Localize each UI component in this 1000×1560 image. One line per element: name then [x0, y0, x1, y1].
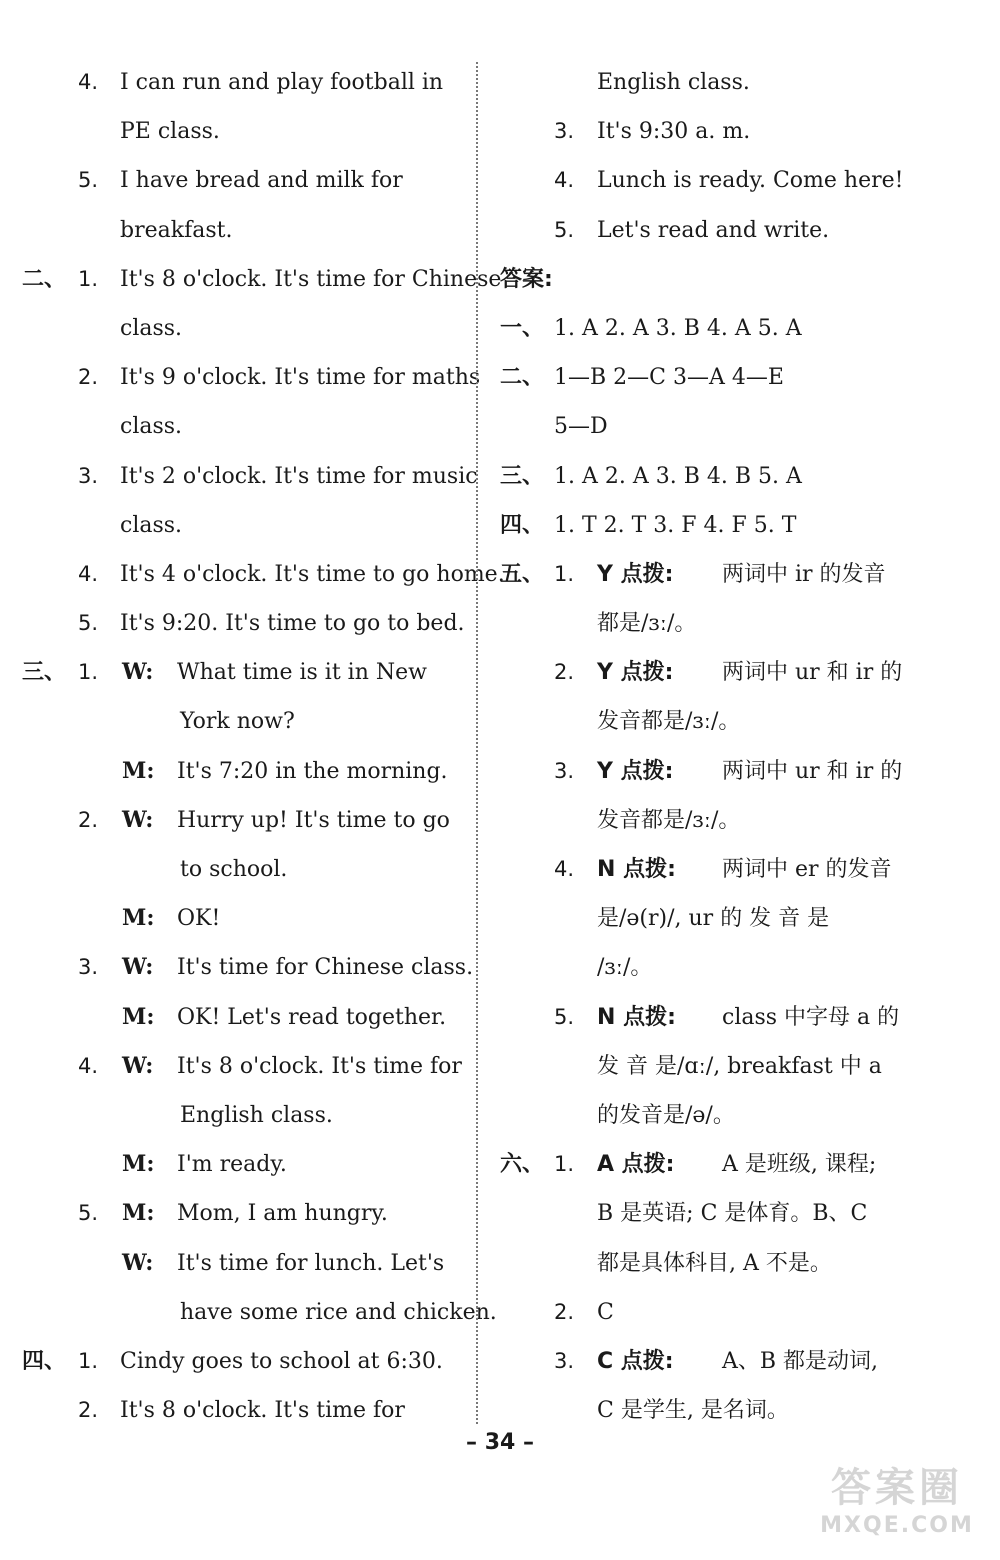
- line-text: class 中字母 a 的: [722, 1004, 900, 1030]
- left-line: [22, 58, 470, 107]
- right-line: [500, 697, 940, 746]
- line-text: It's 4 o'clock. It's time to go home.: [120, 561, 505, 587]
- right-line: [500, 1239, 940, 1288]
- item-number: 4.: [78, 70, 99, 94]
- item-number: 3.: [78, 955, 99, 980]
- item-number: 4.: [554, 857, 575, 881]
- right-line: [500, 1091, 940, 1140]
- left-line: [22, 1042, 470, 1091]
- left-line: [22, 550, 505, 599]
- line-text: 5—D: [554, 414, 608, 440]
- speaker-label: M:: [122, 1200, 155, 1227]
- left-line: [22, 993, 470, 1042]
- right-line: [500, 894, 940, 943]
- line-text: have some rice and chicken.: [180, 1299, 497, 1325]
- line-text: It's 9 o'clock. It's time for maths: [120, 365, 481, 391]
- left-line: [22, 845, 470, 894]
- section-marker: 四、: [500, 512, 545, 538]
- right-line: [500, 1042, 940, 1091]
- right-line: [500, 206, 940, 255]
- item-number: 2.: [78, 365, 99, 390]
- section-marker: 五、: [500, 561, 545, 587]
- line-text: 都是具体科目, A 不是。: [597, 1250, 832, 1276]
- section-marker: 答案:: [500, 266, 553, 292]
- watermark-url: MXQE.COM: [820, 1513, 974, 1538]
- left-line: [22, 255, 502, 304]
- item-number: 2.: [554, 660, 575, 685]
- left-column: [22, 58, 505, 1435]
- line-text: C: [597, 1299, 614, 1325]
- right-line: [500, 255, 940, 304]
- page-number: – 34 –: [466, 1430, 534, 1455]
- left-line: [22, 1140, 470, 1189]
- line-text: 都是/ɜː/。: [597, 611, 697, 637]
- right-line: [500, 156, 940, 205]
- left-line: [22, 304, 470, 353]
- item-number: 1.: [554, 1152, 575, 1177]
- right-line: [500, 747, 940, 796]
- line-text: OK!: [177, 906, 221, 932]
- line-text: I'm ready.: [177, 1152, 287, 1178]
- section-marker: 二、: [500, 365, 545, 391]
- right-column: [500, 58, 940, 1435]
- line-text: It's 2 o'clock. It's time for music: [120, 463, 478, 489]
- right-line: [500, 943, 940, 992]
- line-text: A、B 都是动词,: [722, 1348, 879, 1374]
- left-line: [22, 206, 470, 255]
- right-line: [500, 1140, 940, 1189]
- item-number: 3.: [554, 119, 575, 144]
- item-number: 1.: [554, 561, 575, 586]
- item-number: 5.: [554, 217, 575, 242]
- line-text: 发音都是/ɜː/。: [597, 709, 741, 735]
- item-number: 5.: [78, 611, 99, 636]
- speaker-label: W:: [122, 806, 154, 833]
- line-text: OK! Let's read together.: [177, 1004, 447, 1030]
- line-text: 两词中 ur 和 ir 的: [722, 758, 903, 784]
- item-number: 4.: [554, 168, 575, 193]
- left-line: [22, 1288, 497, 1337]
- speaker-label: M:: [122, 1003, 155, 1030]
- item-number: 5.: [78, 1201, 99, 1226]
- line-text: to school.: [180, 857, 288, 882]
- line-text: English class.: [180, 1102, 333, 1128]
- speaker-label: W:: [122, 1249, 154, 1276]
- left-line: [22, 747, 470, 796]
- right-line: [500, 107, 940, 156]
- answer-hint: A 点拨:: [597, 1152, 675, 1178]
- left-line: [22, 156, 470, 205]
- line-text: 发音都是/ɜː/。: [597, 807, 741, 833]
- item-number: 4.: [78, 1053, 99, 1078]
- left-line: [22, 452, 478, 501]
- item-number: 3.: [554, 758, 575, 783]
- line-text: It's 7:20 in the morning.: [177, 758, 448, 784]
- line-text: Hurry up! It's time to go: [177, 807, 450, 833]
- item-number: 1.: [78, 660, 99, 685]
- line-text: 发 音 是/ɑː/, breakfast 中 a: [597, 1053, 882, 1079]
- section-marker: 三、: [500, 463, 545, 489]
- right-line: [500, 1337, 940, 1386]
- line-text: York now?: [180, 709, 295, 735]
- right-line: [500, 501, 940, 550]
- right-line: [500, 1386, 940, 1435]
- left-line: [22, 1189, 470, 1238]
- left-line: [22, 501, 470, 550]
- left-line: [22, 943, 474, 992]
- line-text: /ɜː/。: [597, 955, 653, 981]
- right-line: [500, 1189, 940, 1238]
- answer-hint: C 点拨:: [597, 1348, 674, 1374]
- item-number: 2.: [78, 807, 99, 832]
- right-line: [500, 58, 940, 107]
- right-line: [500, 599, 940, 648]
- item-number: 4.: [78, 561, 99, 586]
- right-line: [500, 845, 940, 894]
- line-text: class.: [120, 414, 183, 440]
- item-number: 1.: [78, 1348, 99, 1373]
- right-line: [500, 402, 940, 451]
- speaker-label: M:: [122, 1151, 155, 1178]
- line-text: Let's read and write.: [597, 217, 830, 243]
- section-marker: 四、: [22, 1348, 67, 1374]
- left-line: [22, 1239, 470, 1288]
- left-line: [22, 648, 470, 697]
- line-text: 1. T 2. T 3. F 4. F 5. T: [554, 512, 797, 538]
- line-text: It's 8 o'clock. It's time for: [177, 1053, 462, 1079]
- left-line: [22, 1337, 470, 1386]
- line-text: class.: [120, 512, 183, 538]
- line-text: A 是班级, 课程;: [722, 1152, 877, 1178]
- line-text: B 是英语; C 是体育。B、C: [597, 1201, 868, 1227]
- line-text: It's 9:30 a. m.: [597, 119, 751, 145]
- right-line: [500, 550, 940, 599]
- line-text: class.: [120, 315, 183, 341]
- line-text: 1—B 2—C 3—A 4—E: [554, 365, 784, 391]
- item-number: 5.: [78, 168, 99, 193]
- right-line: [500, 353, 940, 402]
- answer-hint: N 点拨:: [597, 857, 676, 882]
- left-line: [22, 1386, 470, 1435]
- right-line: [500, 304, 940, 353]
- right-line: [500, 1288, 940, 1337]
- right-line: [500, 993, 940, 1042]
- line-text: Cindy goes to school at 6:30.: [120, 1348, 443, 1374]
- speaker-label: W:: [122, 659, 154, 686]
- answer-hint: Y 点拨:: [597, 758, 674, 784]
- left-line: [22, 1091, 470, 1140]
- left-line: [22, 107, 470, 156]
- line-text: I can run and play football in: [120, 70, 444, 95]
- line-text: Lunch is ready. Come here!: [597, 168, 904, 194]
- line-text: It's 8 o'clock. It's time for: [120, 1398, 405, 1424]
- column-divider: [476, 62, 478, 1424]
- left-line: [22, 402, 470, 451]
- line-text: 的发音是/ə/。: [597, 1102, 735, 1128]
- item-number: 5.: [554, 1004, 575, 1029]
- speaker-label: W:: [122, 954, 154, 981]
- watermark-logo: [812, 1456, 982, 1546]
- left-line: [22, 697, 470, 746]
- speaker-label: W:: [122, 1052, 154, 1079]
- line-text: It's time for Chinese class.: [177, 955, 474, 981]
- line-text: 是/ə(r)/, ur 的 发 音 是: [597, 906, 830, 932]
- left-line: [22, 894, 470, 943]
- item-number: 3.: [78, 463, 99, 488]
- line-text: 1. A 2. A 3. B 4. B 5. A: [554, 463, 802, 489]
- line-text: Mom, I am hungry.: [177, 1201, 388, 1227]
- section-marker: 一、: [500, 315, 545, 341]
- item-number: 1.: [78, 266, 99, 291]
- section-marker: 三、: [22, 660, 67, 686]
- line-text: It's time for lunch. Let's: [177, 1250, 445, 1276]
- item-number: 2.: [554, 1299, 575, 1324]
- line-text: It's 8 o'clock. It's time for Chinese: [120, 266, 502, 292]
- line-text: I have bread and milk for: [120, 168, 403, 194]
- line-text: 两词中 ir 的发音: [722, 561, 886, 587]
- item-number: 3.: [554, 1348, 575, 1373]
- right-line: [500, 452, 940, 501]
- line-text: English class.: [597, 70, 750, 95]
- section-marker: 六、: [500, 1152, 545, 1178]
- answer-hint: Y 点拨:: [597, 660, 674, 686]
- section-marker: 二、: [22, 266, 67, 292]
- answer-hint: N 点拨:: [597, 1004, 676, 1030]
- line-text: PE class.: [120, 119, 220, 145]
- line-text: breakfast.: [120, 217, 233, 243]
- left-line: [22, 353, 481, 402]
- right-line: [500, 648, 940, 697]
- right-line: [500, 796, 940, 845]
- item-number: 2.: [78, 1398, 99, 1423]
- line-text: It's 9:20. It's time to go to bed.: [120, 611, 465, 637]
- line-text: What time is it in New: [177, 660, 427, 686]
- speaker-label: M:: [122, 757, 155, 784]
- line-text: 两词中 er 的发音: [722, 857, 892, 882]
- speaker-label: M:: [122, 905, 155, 932]
- left-line: [22, 599, 470, 648]
- line-text: 1. A 2. A 3. B 4. A 5. A: [554, 315, 802, 341]
- line-text: 两词中 ur 和 ir 的: [722, 660, 903, 686]
- left-line: [22, 796, 470, 845]
- line-text: C 是学生, 是名词。: [597, 1398, 789, 1424]
- answer-hint: Y 点拨:: [597, 561, 674, 587]
- watermark-title: 答案圈: [831, 1465, 963, 1511]
